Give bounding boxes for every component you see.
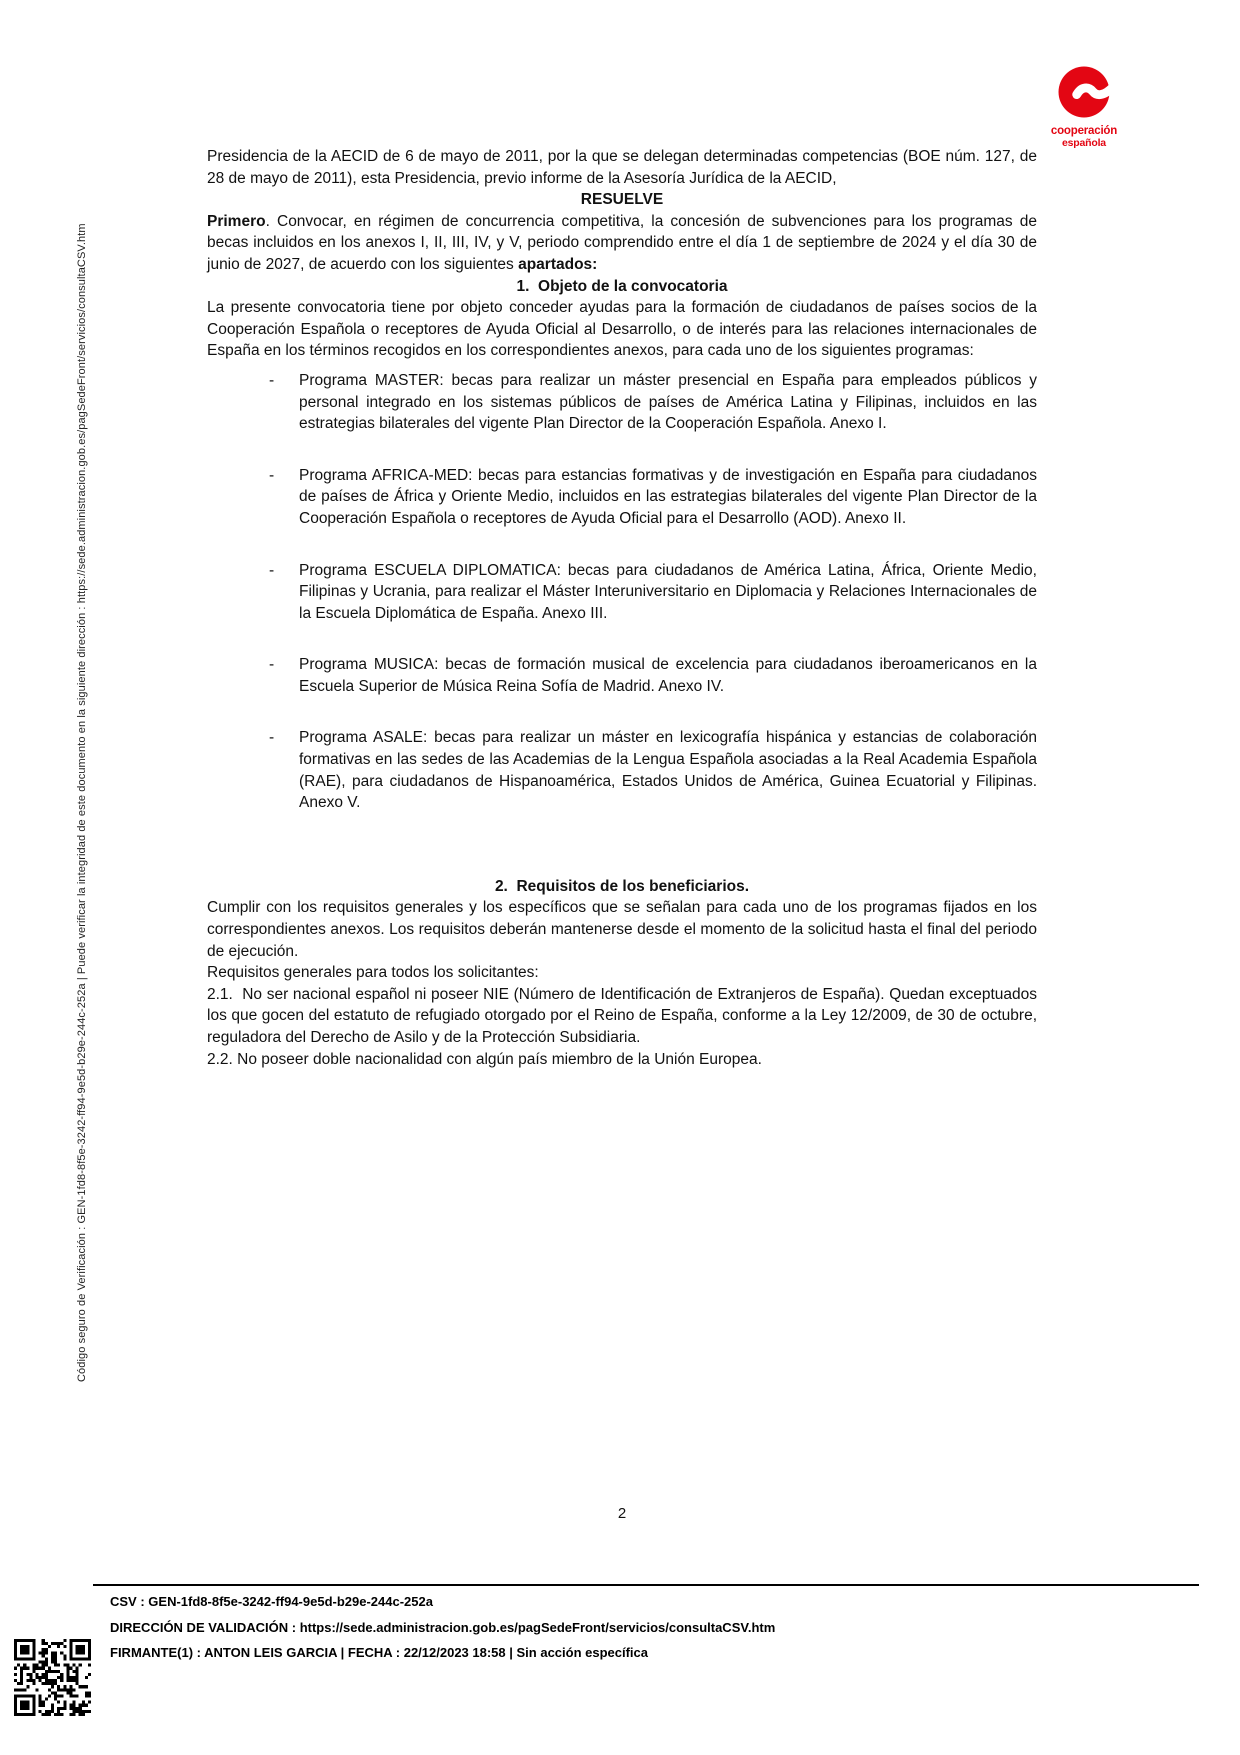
resuelve-heading: RESUELVE	[580, 191, 664, 209]
program-master: Programa MASTER: becas para realizar un máster presencial en España para empleados públicos y personal integrado en los sistemas públicos de países de América Latina y Filipinas, incluidos en las estrategias bilaterales del vigente Plan Director de la Cooperación Española. Anexo I.	[299, 371, 1037, 433]
footer-validation-line: DIRECCIÓN DE VALIDACIÓN : https://sede.administracion.gob.es/pagSedeFront/servicios/consultaCSV.htm	[110, 1620, 776, 1635]
document-body	[207, 146, 1037, 1070]
list-item	[207, 727, 1037, 813]
logo-brand-line1: cooperación	[1050, 125, 1118, 137]
primero-tail: apartados:	[518, 255, 598, 273]
bullet-dash: -	[269, 466, 275, 484]
program-escuela-diplomatica: Programa ESCUELA DIPLOMATICA: becas para ciudadanos de América Latina, África, Oriente Medio, Filipinas y Ucrania, para realizar el Máster Interuniversitario en Diplomacia y Relaciones Internacionales de la Escuela Diplomática de España. Anexo III.	[299, 561, 1037, 622]
primero-lead: Primero	[207, 212, 266, 230]
bullet-dash: -	[269, 371, 275, 389]
logo-brand-line2: española	[1062, 137, 1106, 149]
section1-heading: 1. Objeto de la convocatoria	[516, 277, 728, 295]
section2-heading: 2. Requisitos de los beneficiarios.	[494, 877, 750, 895]
intro-paragraph: Presidencia de la AECID de 6 de mayo de 2011, por la que se delegan determinadas competencias (BOE núm. 127, de 28 de mayo de 2011), esta Presidencia, previo informe de la Asesoría Jurídica de la AECID,	[207, 148, 1037, 187]
footer-csv-line: CSV : GEN-1fd8-8f5e-3242-ff94-9e5d-b29e-244c-252a	[110, 1594, 433, 1609]
footer-signer-line: FIRMANTE(1) : ANTON LEIS GARCIA | FECHA : 22/12/2023 18:58 | Sin acción específica	[110, 1645, 649, 1660]
list-item	[207, 370, 1037, 435]
primero-paragraph	[207, 211, 1037, 276]
program-list	[207, 370, 1037, 814]
list-item	[207, 560, 1037, 625]
qr-code	[14, 1639, 91, 1716]
list-item	[207, 654, 1037, 697]
cooperacion-c-icon	[1058, 66, 1110, 118]
section2-paragraph1: Cumplir con los requisitos generales y los específicos que se señalan para cada uno de los programas fijados en los correspondientes anexos. Los requisitos deberán mantenerse desde el momento de la solicitud hasta el final del periodo de ejecución.	[207, 899, 1037, 960]
verification-code-vertical-text: Código seguro de Verificación : GEN-1fd8-8f5e-3242-ff94-9e5d-b29e-244c-252a | Puede verificar la integridad de este documento en la siguiente dirección : https://sede.administracion.gob.es/pagSedeFront/servicios/consultaCSV.htm	[76, 223, 88, 1382]
section1-paragraph: La presente convocatoria tiene por objeto conceder ayudas para la formación de ciudadanos de países socios de la Cooperación Española o receptores de Ayuda Oficial al Desarrollo, o de interés para las relaciones internacionales de España en los términos recogidos en los correspondientes anexos, para cada uno de los siguientes programas:	[207, 299, 1037, 360]
program-asale: Programa ASALE: becas para realizar un máster en lexicografía hispánica y estancias de colaboración formativas en las sedes de las Academias de la Lengua Española asociadas a la Real Academia Española (RAE), para ciudadanos de Hispanoamérica, Estados Unidos de América, Guinea Ecuatorial y Filipinas. Anexo V.	[299, 729, 1037, 812]
requirement-2-2: 2.2. No poseer doble nacionalidad con algún país miembro de la Unión Europea.	[207, 1050, 762, 1068]
page-number: 2	[617, 1505, 627, 1522]
bullet-dash: -	[269, 729, 275, 747]
program-africa-med: Programa AFRICA-MED: becas para estancias formativas y de investigación en España para ciudadanos de países de África y Oriente Medio, incluidos en las estrategias bilaterales del vigente Plan Director de la Cooperación Española o receptores de Ayuda Oficial para el Desarrollo (AOD). Anexo II.	[299, 466, 1037, 527]
primero-body: . Convocar, en régimen de concurrencia competitiva, la concesión de subvenciones para los programas de becas incluidos en los anexos I, II, III, IV, y V, periodo comprendido entre el día 1 de septiembre de 2024 y el día 30 de junio de 2027, de acuerdo con los siguientes	[207, 212, 1037, 273]
footer-divider	[93, 1584, 1199, 1586]
requirement-2-1: 2.1. No ser nacional español ni poseer NIE (Número de Identificación de Extranjeros de España). Quedan exceptuados los que gocen del estatuto de refugiado otorgado por el Reino de España, conforme a la Ley 12/2009, de 30 de octubre, reguladora del Derecho de Asilo y de la Protección Subsidiaria.	[207, 985, 1037, 1046]
program-musica: Programa MUSICA: becas de formación musical de excelencia para ciudadanos iberoamericanos en la Escuela Superior de Música Reina Sofía de Madrid. Anexo IV.	[299, 656, 1037, 695]
bullet-dash: -	[269, 561, 275, 579]
list-item	[207, 465, 1037, 530]
bullet-dash: -	[269, 656, 275, 674]
cooperacion-espanola-logo	[1038, 66, 1130, 149]
section2-paragraph2: Requisitos generales para todos los solicitantes:	[207, 964, 539, 982]
